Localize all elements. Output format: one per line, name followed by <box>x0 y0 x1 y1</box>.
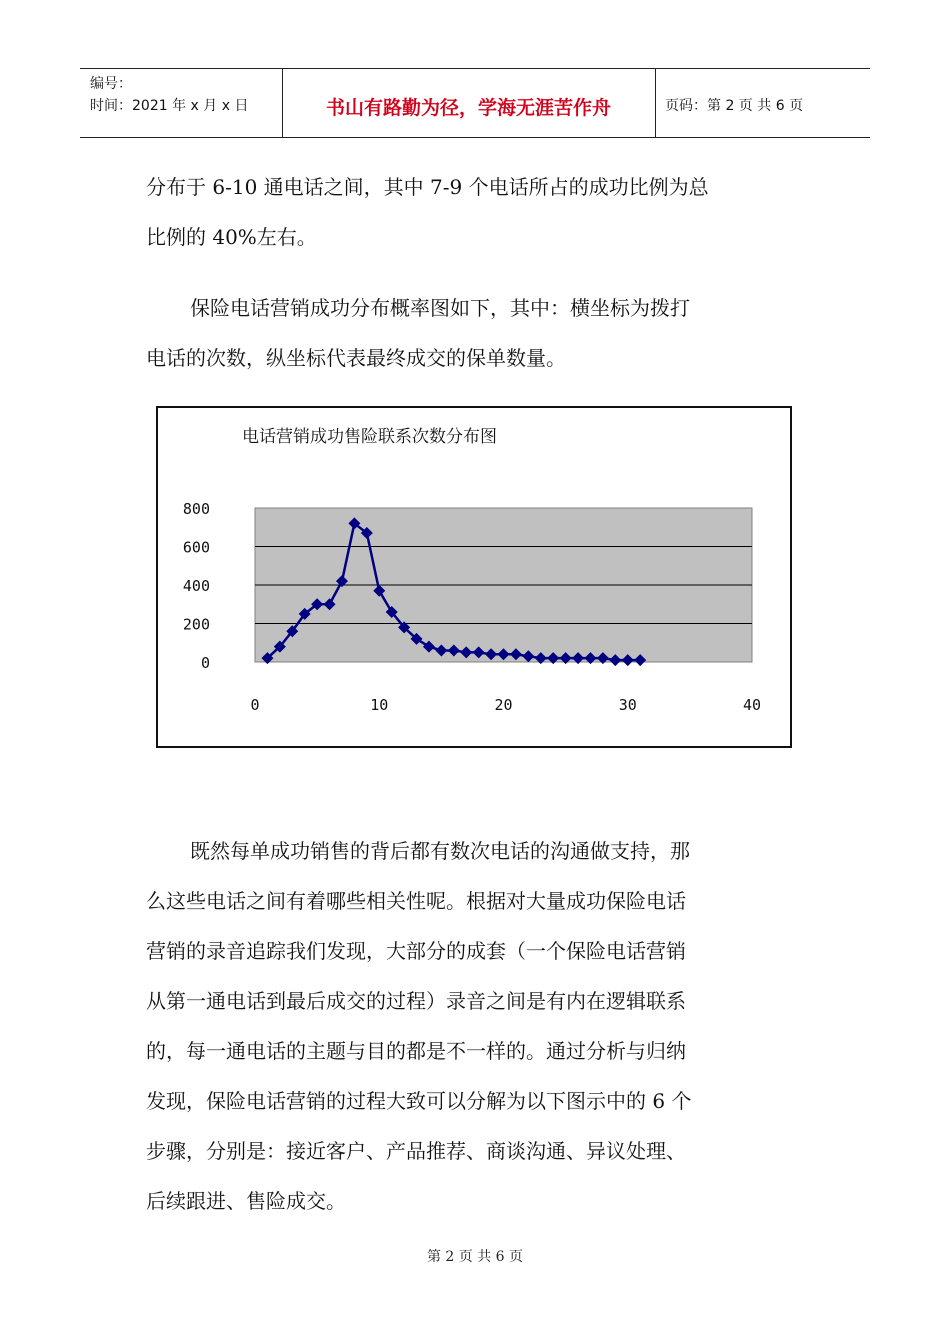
page-header <box>80 68 870 138</box>
header-info-cell <box>80 69 283 137</box>
paragraph-3-line-6: 发现，保险电话营销的过程大致可以分解为以下图示中的 6 个 <box>146 1089 692 1113</box>
y-tick-label: 600 <box>182 538 210 557</box>
paragraph-3-line-8: 后续跟进、售险成交。 <box>146 1189 346 1213</box>
y-tick-label: 200 <box>182 615 210 634</box>
distribution-chart <box>156 406 792 748</box>
x-tick-label: 10 <box>370 696 389 714</box>
y-tick-label: 0 <box>200 654 210 672</box>
page-footer: 第 2 页 共 6 页 <box>426 1249 524 1265</box>
paragraph-3-line-5: 的，每一通电话的主题与目的都是不一样的。通过分析与归纳 <box>146 1039 686 1063</box>
y-tick-label: 800 <box>182 500 210 518</box>
header-page-code: 页码：第 2 页 共 6 页 <box>665 98 804 114</box>
header-page-cell <box>655 69 870 137</box>
document-number-label: 编号： <box>90 76 132 92</box>
chart-canvas <box>158 408 790 746</box>
paragraph-3-line-4: 从第一通电话到最后成交的过程）录音之间是有内在逻辑联系 <box>146 989 686 1013</box>
paragraph-3-line-7: 步骤，分别是：接近客户、产品推荐、商谈沟通、异议处理、 <box>146 1139 686 1163</box>
y-tick-label: 400 <box>182 577 210 595</box>
x-tick-label: 40 <box>742 696 762 714</box>
paragraph-1-line-1: 分布于 6-10 通电话之间，其中 7-9 个电话所占的成功比例为总 <box>146 175 709 199</box>
chart-title: 电话营销成功售险联系次数分布图 <box>242 427 497 447</box>
paragraph-2-line-1: 保险电话营销成功分布概率图如下，其中：横坐标为拨打 <box>190 296 690 320</box>
x-tick-label: 30 <box>618 696 637 714</box>
paragraph-3-line-3: 营销的录音追踪我们发现，大部分的成套（一个保险电话营销 <box>146 939 686 963</box>
header-motto: 书山有路勤为径，学海无涯苦作舟 <box>325 97 611 119</box>
x-tick-label: 0 <box>250 696 260 714</box>
x-tick-label: 20 <box>494 696 513 714</box>
header-motto-cell <box>282 69 656 137</box>
paragraph-2-line-2: 电话的次数，纵坐标代表最终成交的保单数量。 <box>146 346 566 370</box>
paragraph-3-line-1: 既然每单成功销售的背后都有数次电话的沟通做支持，那 <box>190 839 690 863</box>
paragraph-1-line-2: 比例的 40%左右。 <box>146 225 317 249</box>
document-date-label: 时间：2021 年 x 月 x 日 <box>90 98 249 114</box>
paragraph-3-line-2: 么这些电话之间有着哪些相关性呢。根据对大量成功保险电话 <box>146 889 686 913</box>
